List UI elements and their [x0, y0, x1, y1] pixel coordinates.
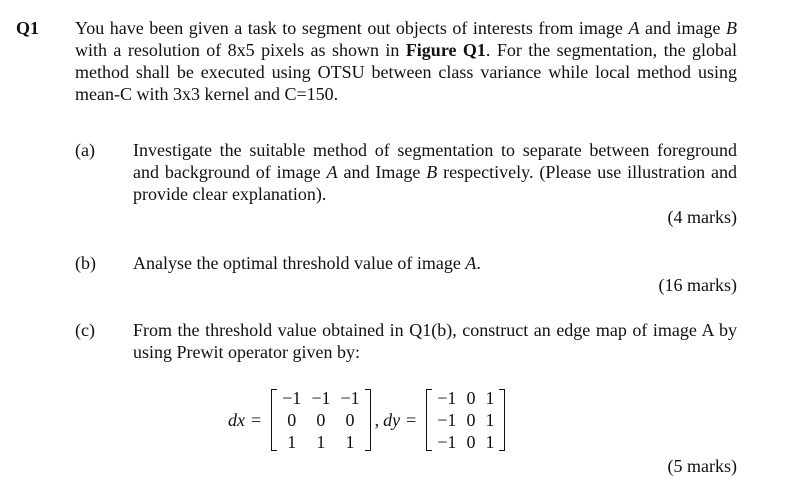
dy-cell: 1	[485, 432, 495, 452]
dx-equals: =	[251, 410, 262, 430]
question-number: Q1	[16, 18, 40, 38]
dx-cell: 1	[316, 432, 326, 452]
image-b-ref: B	[726, 18, 737, 38]
dy-symbol: dy	[383, 410, 401, 430]
part-a-text-1: Investigate the suitable method of segmentation to separate between foreground and background of image	[133, 140, 737, 182]
part-b-image-a: A	[465, 253, 477, 273]
part-a-label: (a)	[75, 140, 95, 160]
dy-cell: 1	[485, 388, 495, 408]
dx-matrix-row	[277, 409, 364, 431]
part-a-text-3: respectively. (Please use illustration and provide clear explanation).	[133, 162, 738, 204]
equation-comma: ,	[374, 410, 380, 430]
dx-cell: 0	[316, 410, 326, 430]
part-b-text	[133, 252, 737, 274]
dy-matrix	[426, 387, 505, 453]
dy-cell: −1	[437, 388, 457, 408]
intro-text-2: and image	[639, 18, 726, 38]
intro-text-3: with a resolution of 8x5 pixels as shown in	[75, 40, 406, 60]
dx-cell: −1	[282, 388, 302, 408]
part-b-label: (b)	[75, 253, 96, 273]
dy-cell: −1	[437, 410, 457, 430]
intro-text-4: . For the segmentation, the global method shall be executed using OTSU between class variance while local method using mean-C with 3x3 kernel and C=150.	[75, 40, 737, 104]
part-b-text-2: .	[476, 253, 481, 273]
dx-cell: −1	[340, 388, 360, 408]
part-a-image-b: B	[426, 162, 438, 182]
dx-matrix	[271, 387, 370, 453]
figure-ref: Figure Q1	[405, 40, 486, 60]
dx-cell: 0	[345, 410, 355, 430]
dx-cell: −1	[311, 388, 331, 408]
dx-cell: 1	[345, 432, 355, 452]
part-a-image-a: A	[326, 162, 338, 182]
part-a-text	[133, 139, 737, 205]
intro-text-1: You have been given a task to segment out objects of interests from image	[75, 18, 629, 38]
dy-cell: 1	[485, 410, 495, 430]
part-b-text-1: Analyse the optimal threshold value of image	[133, 253, 466, 273]
dx-symbol: dx	[228, 410, 245, 430]
part-a-text-2: and Image	[337, 162, 427, 182]
dy-cell: 0	[466, 432, 476, 452]
dy-cell: −1	[437, 432, 457, 452]
dy-matrix-row	[432, 431, 499, 453]
image-a-ref: A	[628, 18, 640, 38]
dx-cell: 0	[287, 410, 297, 430]
dy-cell: 0	[466, 410, 476, 430]
part-c-text: From the threshold value obtained in Q1(b), construct an edge map of image A by using Prewit operator given by:	[133, 320, 737, 362]
dy-matrix-row	[432, 409, 499, 431]
dx-matrix-row	[277, 431, 364, 453]
dy-cell: 0	[466, 388, 476, 408]
prewitt-equation	[228, 384, 509, 456]
part-c-label: (c)	[75, 320, 95, 340]
dy-matrix-row	[432, 387, 499, 409]
dy-equals: =	[406, 410, 417, 430]
dx-cell: 1	[287, 432, 297, 452]
question-intro	[75, 17, 737, 105]
part-c-marks: (5 marks)	[667, 456, 737, 476]
part-a-marks: (4 marks)	[667, 207, 737, 227]
dx-matrix-row	[277, 387, 364, 409]
part-b-marks: (16 marks)	[658, 275, 737, 295]
